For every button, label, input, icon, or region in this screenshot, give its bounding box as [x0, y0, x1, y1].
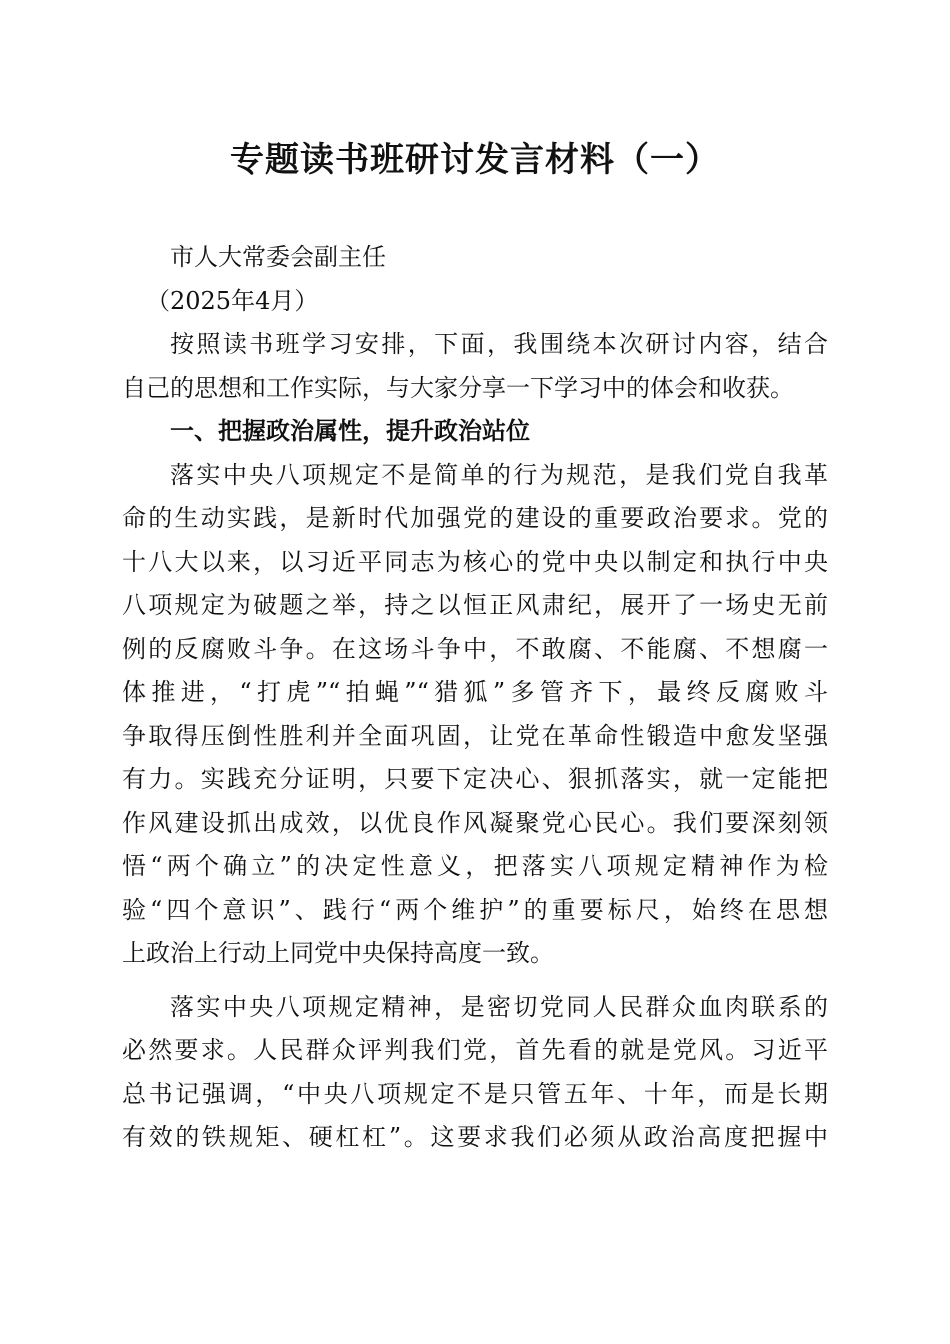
paragraph-1	[122, 454, 828, 976]
paragraph-line: 上政治上行动上同党中央保持高度一致。	[122, 939, 554, 967]
intro-line: 按照读书班学习安排，下面，我围绕本次研讨内容，结合	[170, 330, 828, 358]
paragraph-line: 有力。实践充分证明，只要下定决心、狠抓落实，就一定能把	[122, 765, 828, 793]
paragraph-line: 必然要求。人民群众评判我们党，首先看的就是党风。习近平	[122, 1036, 828, 1064]
paragraph-line: 例的反腐败斗争。在这场斗争中，不敢腐、不能腐、不想腐一	[122, 634, 828, 663]
intro-line: 自己的思想和工作实际，与大家分享一下学习中的体会和收获。	[122, 373, 794, 402]
paragraph-line: 体推进，“打虎”“拍蝇”“猎狐”多管齐下，最终反腐败斗	[122, 678, 828, 706]
paragraph-line: 验“四个意识”、践行“两个维护”的重要标尺，始终在思想	[122, 895, 828, 924]
author-line: 市人大常委会副主任	[170, 243, 386, 271]
section-heading: 一、把握政治属性，提升政治站位	[170, 417, 530, 445]
paragraph-line: 有效的铁规矩、硬杠杠”。这要求我们必须从政治高度把握中	[122, 1123, 828, 1151]
paragraph-line: 八项规定为破题之举，持之以恒正风肃纪，展开了一场史无前	[122, 591, 828, 619]
paragraph-line: 命的生动实践，是新时代加强党的建设的重要政治要求。党的	[122, 504, 828, 532]
paragraph-line: 悟“两个确立”的决定性意义，把落实八项规定精神作为检	[122, 852, 828, 880]
paragraph-line: 总书记强调，“中央八项规定不是只管五年、十年，而是长期	[122, 1079, 828, 1108]
paragraph-line: 争取得压倒性胜利并全面巩固，让党在革命性锻造中愈发坚强	[122, 721, 828, 750]
paragraph-gap	[122, 976, 828, 986]
paragraph-line: 落实中央八项规定不是简单的行为规范，是我们党自我革	[170, 460, 828, 489]
paragraph-line: 作风建设抓出成效，以优良作风凝聚党心民心。我们要深刻领	[122, 808, 828, 837]
intro-paragraph	[122, 323, 828, 410]
document-body	[122, 236, 828, 1160]
paragraph-line: 落实中央八项规定精神，是密切党同人民群众血肉联系的	[170, 992, 828, 1021]
paragraph-2	[122, 986, 828, 1160]
document-title: 专题读书班研讨发言材料（一）	[230, 140, 720, 180]
paragraph-line: 十八大以来，以习近平同志为核心的党中央以制定和执行中央	[122, 547, 828, 576]
date-line: （2025年4月）	[146, 286, 319, 315]
